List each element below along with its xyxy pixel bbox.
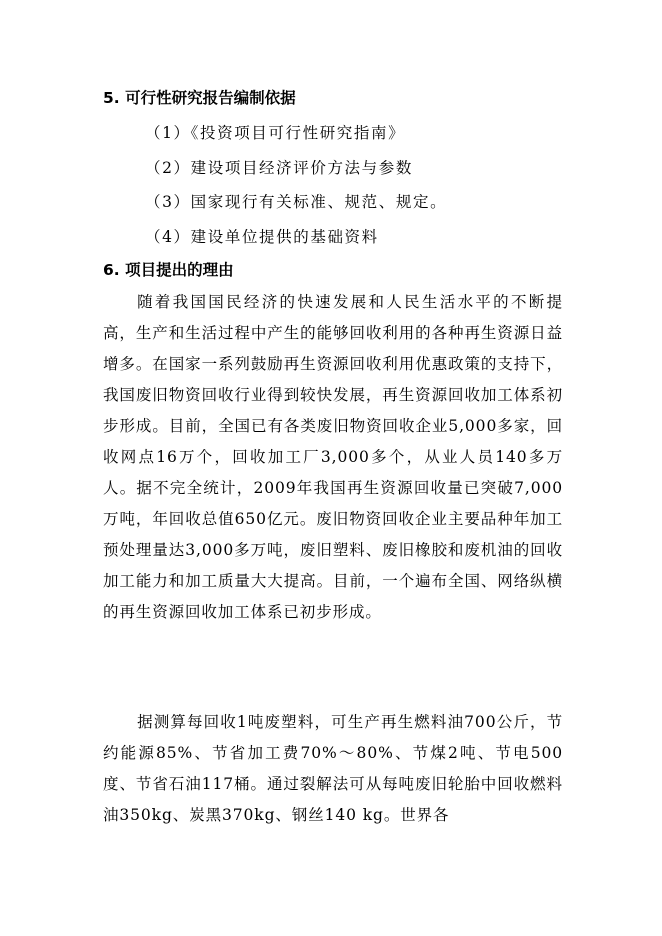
reason-paragraph-1: 随着我国国民经济的快速发展和人民生活水平的不断提高，生产和生活过程中产生的能够回收利用的各种再生资源日益增多。在国家一系列鼓励再生资源回收利用优惠政策的支持下，我国废旧物资回收行业得到较快发展，再生资源回收加工体系初步形成。目前，全国已有各类废旧物资回收企业5,000多家，回收网点16万个，回收加工厂3,000多个，从业人员140多万人。据不完全统计，2009年我国再生资源回收量已突破7,000万吨，年回收总值650亿元。废旧物资回收企业主要品种年加工预处理量达3,000多万吨，废旧塑料、废旧橡胶和废机油的回收加工能力和加工质量大大提高。目前，一个遍布全国、网络纵横的再生资源回收加工体系已初步形成。 <box>103 293 564 621</box>
basis-list <box>145 121 447 259</box>
section-6-heading: 6. 项目提出的理由 <box>103 261 234 279</box>
basis-item-2: （2）建设项目经济评价方法与参数 <box>145 158 413 177</box>
basis-item-3: （3）国家现行有关标准、规范、规定。 <box>145 193 448 211</box>
reason-paragraph-2: 据测算每回收1吨废塑料，可生产再生燃料油700公斤，节约能源85%、节省加工费70%～80%、节煤2吨、节电500度、节省石油117桶。通过裂解法可从每吨废旧轮胎中回收燃料油350kg、炭黑370kg、钢丝140 kg。世界各 <box>103 713 563 824</box>
section-5-heading: 5. 可行性研究报告编制依据 <box>103 89 296 107</box>
basis-item-1: （1）《投资项目可行性研究指南》 <box>145 124 406 142</box>
basis-item-4: （4）建设单位提供的基础资料 <box>145 227 379 246</box>
